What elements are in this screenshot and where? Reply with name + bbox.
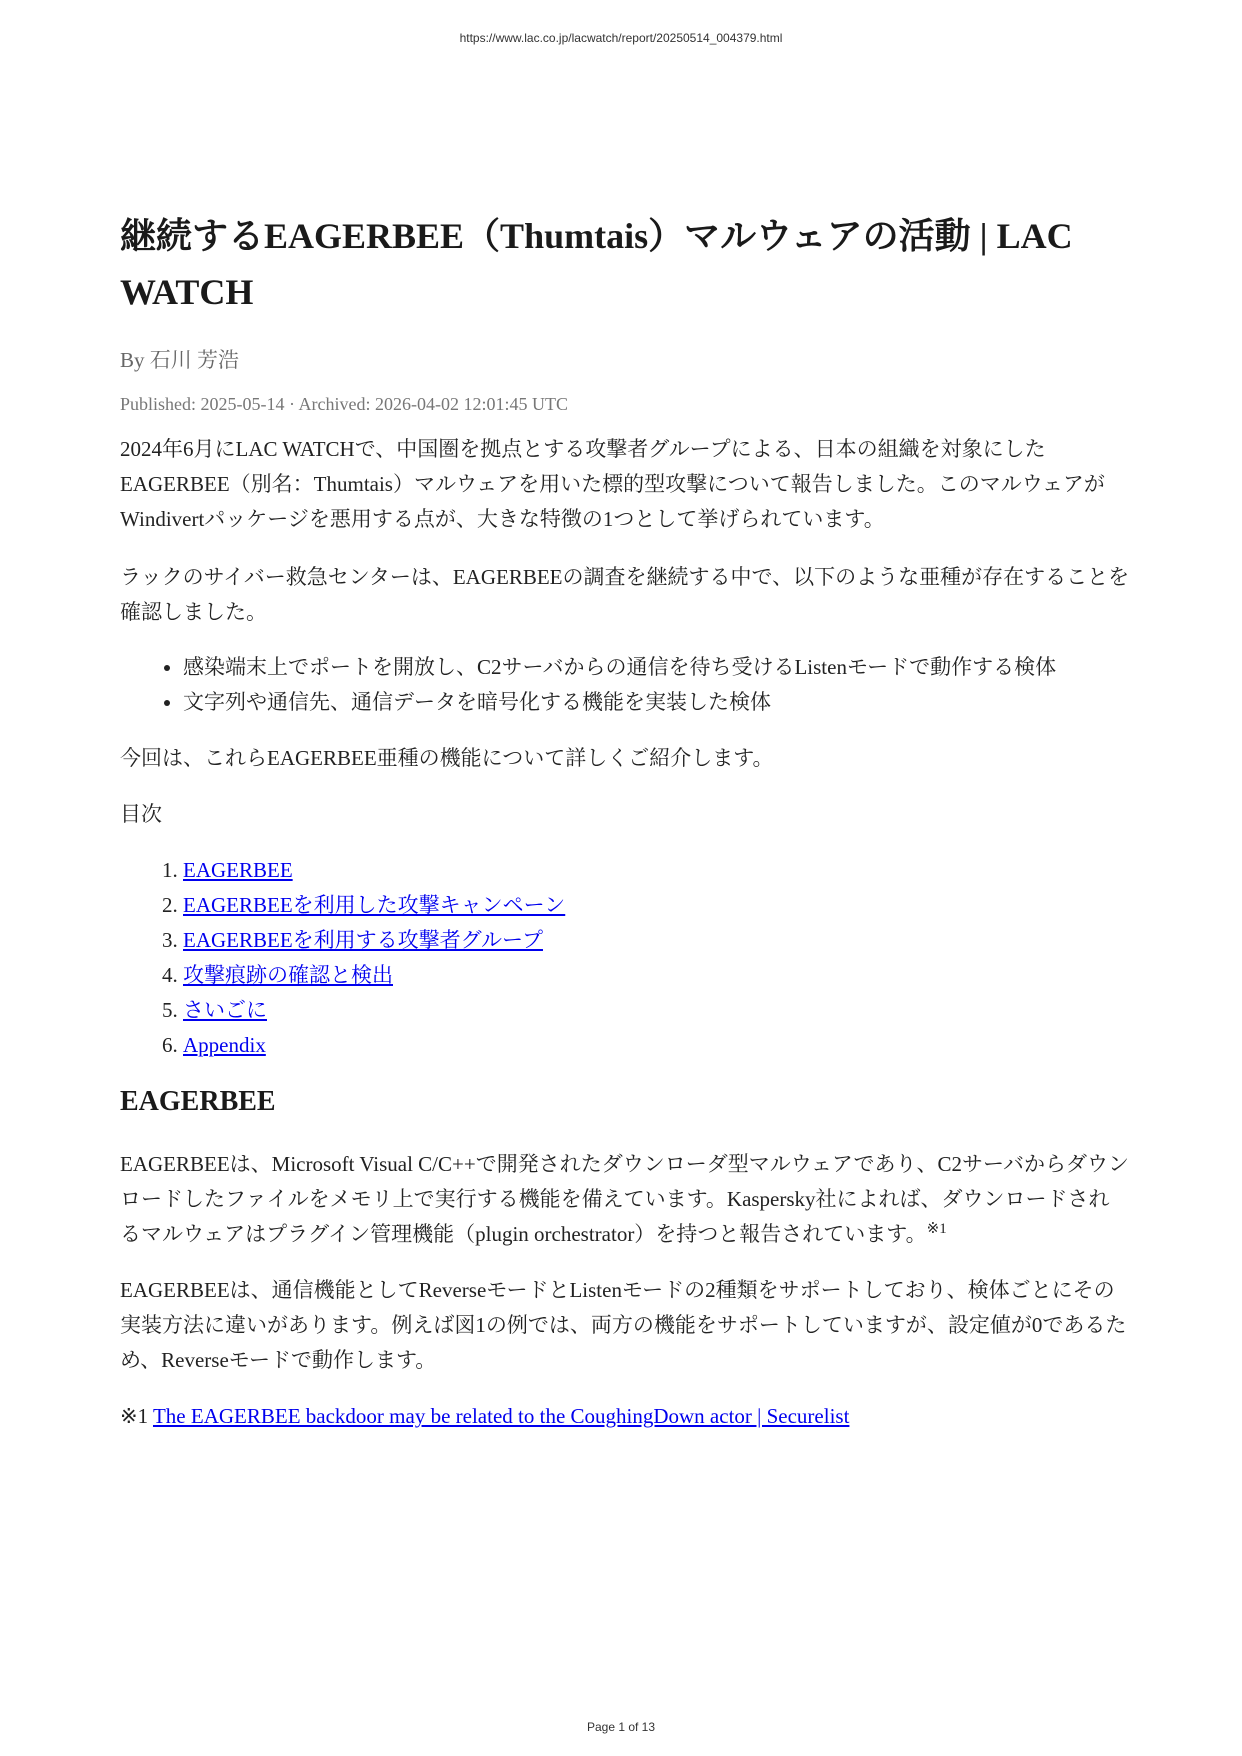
- footnote-reference: ※1: [926, 1221, 947, 1237]
- toc-item: [183, 993, 1130, 1028]
- section-heading: EAGERBEE: [120, 1086, 276, 1117]
- toc-link-detection[interactable]: 攻撃痕跡の確認と検出: [183, 963, 393, 987]
- list-item: • 感染端末上でポートを開放し、C2サーバからの通信を待ち受けるListenモードで動作する検体: [183, 650, 1130, 685]
- toc-label: 目次: [120, 802, 162, 826]
- list-item: • 文字列や通信先、通信データを暗号化する機能を実装した検体: [183, 685, 1130, 720]
- section-paragraph-1-text: EAGERBEEは、Microsoft Visual C/C++で開発されたダウンローダ型マルウェアであり、C2サーバからダウンロードしたファイルをメモリ上で実行する機能を備えています。Kaspersky社によれば、ダウンロードされるマルウェアはプラグイン管理機能（plugin orchestrator）を持つと報告されています。: [120, 1152, 1129, 1246]
- table-of-contents: [120, 853, 1130, 1063]
- intro-paragraph-2: ラックのサイバー救急センターは、EAGERBEEの調査を継続する中で、以下のような亜種が存在することを確認しました。: [120, 565, 1130, 624]
- toc-item: [183, 853, 1130, 888]
- toc-item: [183, 958, 1130, 993]
- footnote-marker: ※1: [120, 1404, 149, 1428]
- toc-item: [183, 888, 1130, 923]
- toc-item: [183, 1028, 1130, 1063]
- variant-list: [120, 650, 1130, 720]
- intro-paragraph-1: 2024年6月にLAC WATCHで、中国圏を拠点とする攻撃者グループによる、日本の組織を対象にしたEAGERBEE（別名：Thumtais）マルウェアを用いた標的型攻撃について報告しました。このマルウェアがWindivertパッケージを悪用する点が、大きな特徴の1つとして挙げられています。: [120, 437, 1105, 531]
- article-title: 継続するEAGERBEE（Thumtais）マルウェアの活動 | LAC WATCH: [120, 216, 1073, 312]
- page-number: Page 1 of 13: [586, 1720, 656, 1734]
- toc-item: [183, 923, 1130, 958]
- footnote-link[interactable]: The EAGERBEE backdoor may be related to the CoughingDown actor | Securelist: [152, 1404, 850, 1428]
- article-meta: Published: 2025-05-14 · Archived: 2026-04-02 12:01:45 UTC: [120, 394, 568, 414]
- toc-link-attacker-group[interactable]: EAGERBEEを利用する攻撃者グループ: [183, 928, 543, 952]
- summary-paragraph: 今回は、これらEAGERBEE亜種の機能について詳しくご紹介します。: [120, 746, 774, 770]
- section-paragraph-2: EAGERBEEは、通信機能としてReverseモードとListenモードの2種類をサポートしており、検体ごとにその実装方法に違いがあります。例えば図1の例では、両方の機能をサポートしていますが、設定値が0であるため、Reverseモードで動作します。: [120, 1278, 1127, 1372]
- toc-link-conclusion[interactable]: さいごに: [183, 998, 267, 1022]
- footnote: [120, 1399, 1130, 1434]
- toc-link-campaign[interactable]: EAGERBEEを利用した攻撃キャンペーン: [183, 893, 566, 917]
- article-content: [120, 208, 1130, 1434]
- page-header-url: https://www.lac.co.jp/lacwatch/report/20250514_004379.html: [459, 31, 783, 45]
- toc-link-eagerbee[interactable]: EAGERBEE: [183, 858, 293, 882]
- article-byline: By 石川 芳浩: [120, 348, 240, 372]
- section-paragraph-1: [120, 1147, 1130, 1252]
- toc-link-appendix[interactable]: Appendix: [183, 1033, 266, 1057]
